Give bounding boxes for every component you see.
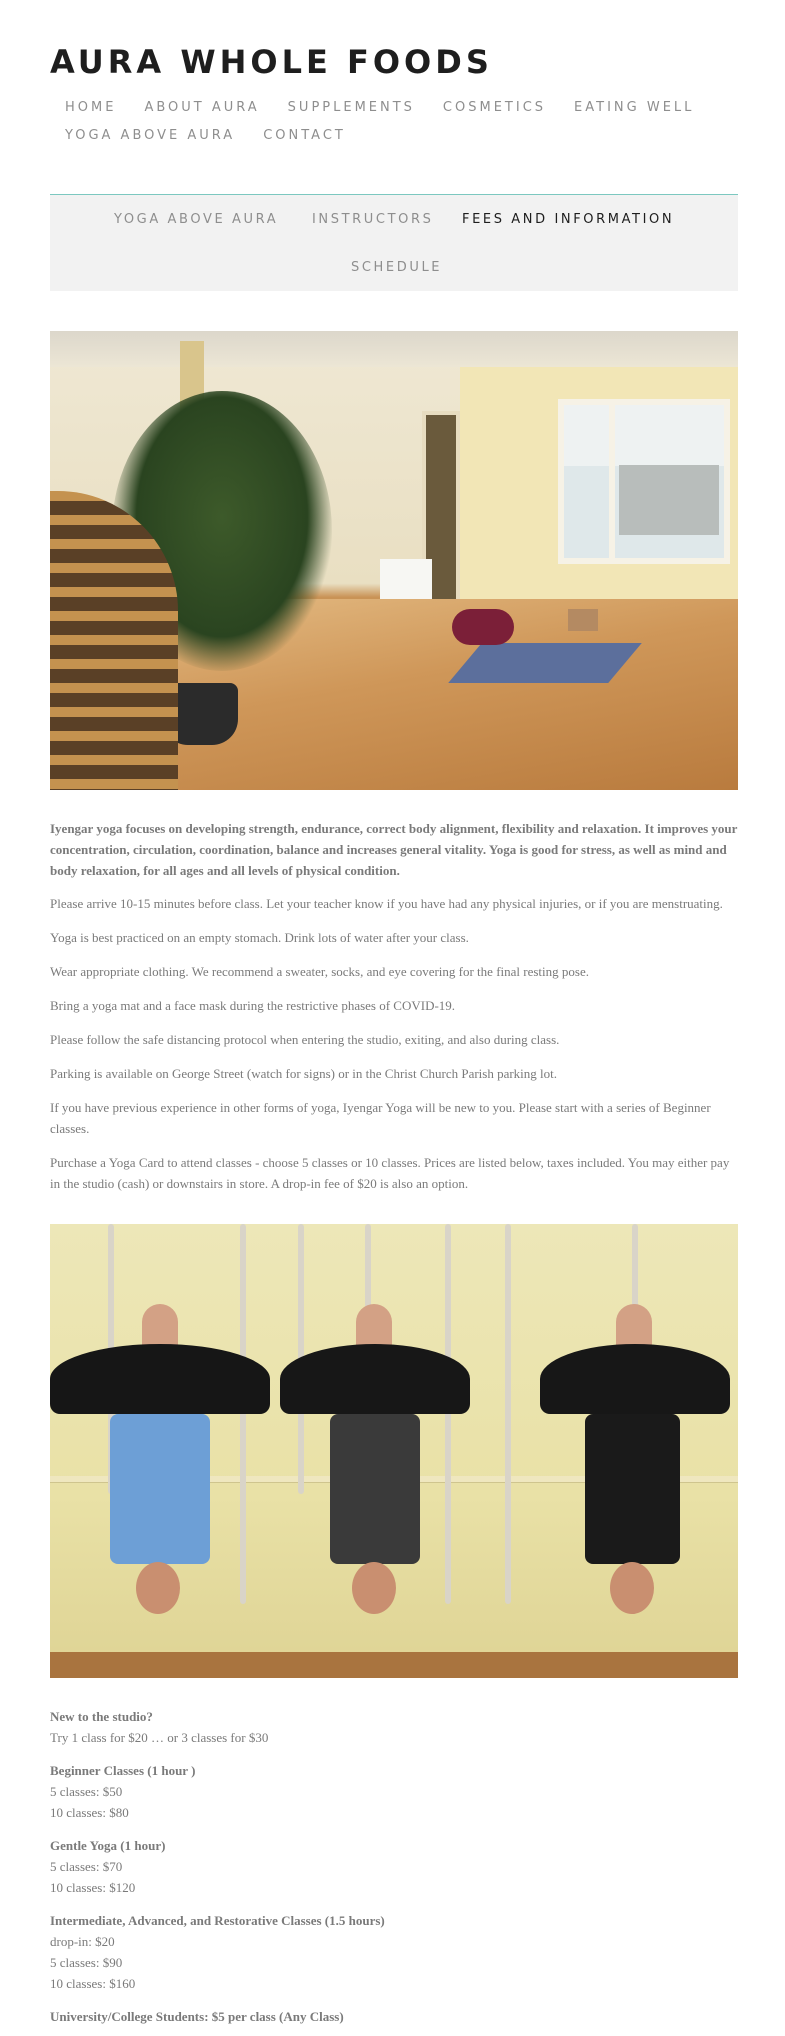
photo-head bbox=[136, 1562, 180, 1614]
photo-window-mullion bbox=[609, 405, 615, 558]
price-line: 5 classes: $50 bbox=[50, 1784, 123, 1799]
price-line: 5 classes: $90 bbox=[50, 1955, 123, 1970]
price-line: 5 classes: $70 bbox=[50, 1859, 123, 1874]
nav-item-home[interactable]: HOME bbox=[65, 100, 117, 115]
photo-torso bbox=[330, 1414, 420, 1564]
info-note: Please arrive 10-15 minutes before class. Let your teacher know if you have had any physical injuries, or if you are menstruating. bbox=[50, 896, 723, 911]
site-title[interactable]: AURA WHOLE FOODS bbox=[50, 43, 493, 81]
price-line: drop-in: $20 bbox=[50, 1934, 115, 1949]
wall-ropes-photo bbox=[50, 1224, 738, 1678]
nav-item-supplements[interactable]: SUPPLEMENTS bbox=[287, 100, 415, 115]
photo-torso bbox=[110, 1414, 210, 1564]
photo-ceiling bbox=[50, 331, 738, 367]
nav-item-contact[interactable]: CONTACT bbox=[263, 128, 346, 143]
pricing-section bbox=[50, 1706, 740, 2027]
photo-head bbox=[352, 1562, 396, 1614]
price-heading: Intermediate, Advanced, and Restorative Classes (1.5 hours) bbox=[50, 1913, 385, 1928]
price-line: 10 classes: $120 bbox=[50, 1880, 136, 1895]
price-line: 10 classes: $160 bbox=[50, 1976, 136, 1991]
students-price: University/College Students: $5 per class (Any Class) bbox=[50, 2009, 344, 2024]
subnav-item-instructors[interactable]: INSTRUCTORS bbox=[312, 212, 434, 227]
photo-head bbox=[610, 1562, 654, 1614]
info-note: Please follow the safe distancing protocol when entering the studio, exiting, and also during class. bbox=[50, 1032, 560, 1047]
info-note: Bring a yoga mat and a face mask during the restrictive phases of COVID-19. bbox=[50, 998, 456, 1013]
sub-nav bbox=[50, 194, 738, 291]
subnav-item-schedule[interactable]: SCHEDULE bbox=[351, 260, 443, 275]
photo-person bbox=[540, 1344, 730, 1664]
subnav-item-yoga-above-aura[interactable]: YOGA ABOVE AURA bbox=[114, 212, 279, 227]
info-note: If you have previous experience in other forms of yoga, Iyengar Yoga will be new to you. Please start with a series of Beginner classes. bbox=[50, 1100, 711, 1136]
price-group-beginner bbox=[50, 1760, 740, 1823]
photo-torso bbox=[585, 1414, 680, 1564]
nav-item-cosmetics[interactable]: COSMETICS bbox=[442, 100, 547, 115]
nav-item-yoga-above-aura[interactable]: YOGA ABOVE AURA bbox=[65, 128, 236, 143]
photo-legs bbox=[50, 1344, 270, 1414]
info-note: Yoga is best practiced on an empty stomach. Drink lots of water after your class. bbox=[50, 930, 469, 945]
photo-floor bbox=[50, 1652, 738, 1678]
price-group-gentle bbox=[50, 1835, 740, 1898]
photo-bolster bbox=[452, 609, 514, 645]
price-heading: Gentle Yoga (1 hour) bbox=[50, 1838, 166, 1853]
photo-window-houses bbox=[619, 465, 719, 535]
info-note: Parking is available on George Street (watch for signs) or in the Christ Church Parish parking lot. bbox=[50, 1066, 558, 1081]
photo-window-sky bbox=[564, 405, 724, 466]
price-line: 10 classes: $80 bbox=[50, 1805, 129, 1820]
photo-yoga-block bbox=[568, 609, 598, 631]
nav-item-about-aura[interactable]: ABOUT AURA bbox=[144, 100, 260, 115]
info-note: Wear appropriate clothing. We recommend a sweater, socks, and eye covering for the final resting pose. bbox=[50, 964, 589, 979]
photo-person bbox=[50, 1344, 270, 1664]
info-note: Purchase a Yoga Card to attend classes - choose 5 classes or 10 classes. Prices are listed below, taxes included. You may either pay in the studio (cash) or downstairs in store. A drop-in fee of $20 is also an option. bbox=[50, 1155, 730, 1191]
main-nav bbox=[65, 94, 725, 150]
subnav-item-fees-and-information[interactable]: FEES AND INFORMATION bbox=[462, 212, 675, 227]
price-heading: New to the studio? bbox=[50, 1709, 153, 1724]
price-group-new bbox=[50, 1706, 740, 1748]
photo-yoga-mat bbox=[448, 643, 642, 683]
photo-legs bbox=[540, 1344, 730, 1414]
nav-item-eating-well[interactable]: EATING WELL bbox=[574, 100, 695, 115]
price-line: Try 1 class for $20 … or 3 classes for $30 bbox=[50, 1730, 269, 1745]
studio-photo bbox=[50, 331, 738, 790]
info-notes bbox=[50, 893, 740, 1207]
intro-paragraph: Iyengar yoga focuses on developing strength, endurance, correct body alignment, flexibility and relaxation. It improves your concentration, circulation, coordination, balance and increases general vitality. Yoga is good for stress, as well as mind and body relaxation, for all ages and all levels of physical condition. bbox=[50, 821, 738, 878]
photo-person bbox=[280, 1344, 470, 1664]
photo-legs bbox=[280, 1344, 470, 1414]
photo-window bbox=[558, 399, 730, 564]
price-group-intermediate bbox=[50, 1910, 740, 1994]
price-heading: Beginner Classes (1 hour ) bbox=[50, 1763, 196, 1778]
photo-rope bbox=[505, 1224, 511, 1604]
